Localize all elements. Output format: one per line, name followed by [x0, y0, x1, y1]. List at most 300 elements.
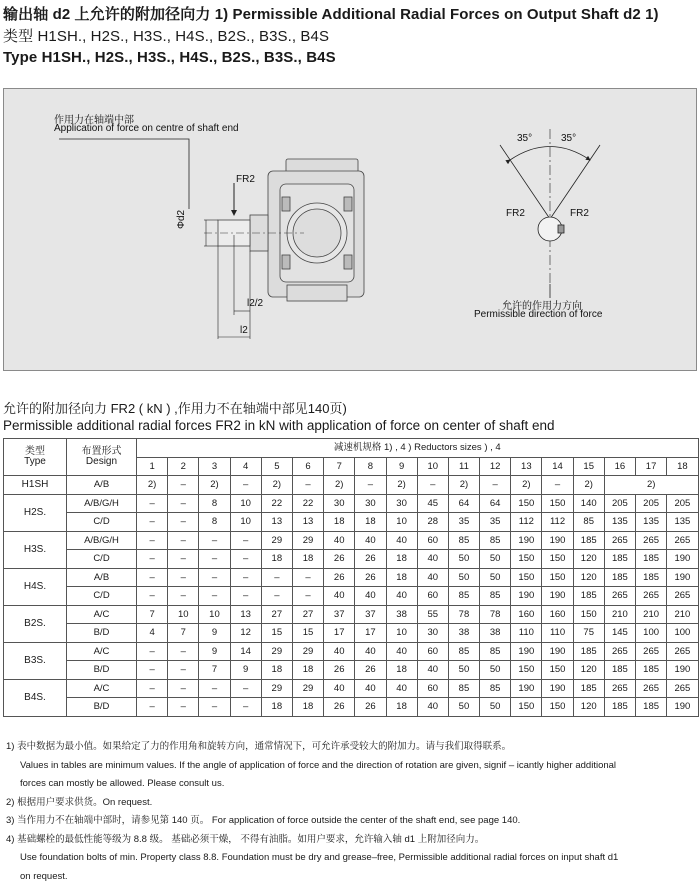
value-cell: 17: [324, 624, 355, 643]
value-cell: 27: [261, 605, 292, 624]
footnote-line: Values in tables are minimum values. If the angle of application of force and the direction of rotation are given, signif – icantly higher additional: [6, 757, 696, 776]
value-cell: 15: [261, 624, 292, 643]
value-cell: 40: [355, 587, 386, 606]
value-cell: 160: [542, 605, 573, 624]
direction-label-cn: 允许的作用力方向: [502, 297, 582, 312]
value-cell: 190: [511, 531, 542, 550]
value-cell: 265: [604, 642, 635, 661]
value-cell: 40: [386, 587, 417, 606]
design-cell: A/B/G/H: [67, 531, 137, 550]
value-cell: 120: [573, 568, 604, 587]
radial-force-table: [3, 438, 699, 717]
value-cell: 2): [386, 476, 417, 495]
value-cell: –: [199, 698, 230, 717]
value-cell: 40: [324, 587, 355, 606]
value-cell: 60: [417, 679, 448, 698]
type-cell: H4S.: [4, 568, 67, 605]
value-cell: 120: [573, 550, 604, 569]
design-cell: C/D: [67, 587, 137, 606]
value-cell: 85: [448, 679, 479, 698]
type-cell: H2S.: [4, 494, 67, 531]
value-cell: 85: [480, 587, 511, 606]
value-cell: 265: [636, 587, 667, 606]
value-cell: 205: [667, 494, 698, 513]
value-cell: 60: [417, 531, 448, 550]
value-cell: –: [137, 661, 168, 680]
value-cell: 18: [386, 698, 417, 717]
value-cell: 190: [667, 568, 698, 587]
footnote-line: 4) 基础螺栓的最低性能等级为 8.8 级。 基础必须干燥， 不得有油脂。如用户要求，允许输入轴 d1 上附加径向力。: [6, 831, 696, 850]
value-cell: –: [168, 550, 199, 569]
app-force-label-en: Application of force on centre of shaft end: [54, 123, 239, 134]
table-row: [4, 661, 699, 680]
value-cell: 265: [604, 587, 635, 606]
footnote-line: forces can mostly be allowed. Please consult us.: [6, 775, 696, 794]
value-cell: 2): [604, 476, 698, 495]
value-cell: 60: [417, 587, 448, 606]
value-cell: –: [199, 587, 230, 606]
value-cell: 64: [480, 494, 511, 513]
table-row: [4, 624, 699, 643]
value-cell: 18: [324, 513, 355, 532]
value-cell: 50: [480, 661, 511, 680]
value-cell: 40: [386, 642, 417, 661]
value-cell: 190: [511, 642, 542, 661]
value-cell: 150: [542, 494, 573, 513]
value-cell: 110: [542, 624, 573, 643]
value-cell: 205: [636, 494, 667, 513]
value-cell: 60: [417, 642, 448, 661]
table-row: [4, 531, 699, 550]
design-header: 布置形式 Design: [67, 439, 137, 476]
value-cell: 85: [480, 531, 511, 550]
value-cell: 7: [199, 661, 230, 680]
value-cell: 265: [667, 531, 698, 550]
value-cell: 10: [230, 494, 261, 513]
value-cell: –: [292, 568, 323, 587]
value-cell: –: [261, 568, 292, 587]
value-cell: 150: [511, 661, 542, 680]
value-cell: 185: [604, 698, 635, 717]
value-cell: 13: [230, 605, 261, 624]
value-cell: 85: [448, 531, 479, 550]
value-cell: 120: [573, 698, 604, 717]
value-cell: 40: [417, 698, 448, 717]
value-cell: 22: [292, 494, 323, 513]
value-cell: 13: [292, 513, 323, 532]
design-cell: A/C: [67, 605, 137, 624]
type-cell: B2S.: [4, 605, 67, 642]
value-cell: 38: [386, 605, 417, 624]
value-cell: 145: [604, 624, 635, 643]
app-force-label-cn: 作用力在轴端中部: [54, 111, 134, 126]
value-cell: 190: [667, 661, 698, 680]
value-cell: –: [480, 476, 511, 495]
value-cell: 85: [448, 587, 479, 606]
type-cell: B4S.: [4, 679, 67, 716]
design-cell: A/B/G/H: [67, 494, 137, 513]
value-cell: –: [168, 661, 199, 680]
value-cell: 185: [604, 568, 635, 587]
value-cell: 26: [324, 568, 355, 587]
value-cell: 150: [511, 550, 542, 569]
value-cell: 50: [448, 568, 479, 587]
footnotes: [6, 738, 696, 886]
value-cell: 185: [636, 550, 667, 569]
design-cell: A/B: [67, 568, 137, 587]
value-cell: 18: [292, 661, 323, 680]
value-cell: 150: [542, 698, 573, 717]
value-cell: 40: [324, 679, 355, 698]
size-header: 6: [292, 457, 323, 476]
phi-d2-label: Φd2: [176, 210, 187, 229]
value-cell: 265: [636, 642, 667, 661]
value-cell: –: [168, 698, 199, 717]
value-cell: –: [199, 679, 230, 698]
value-cell: 150: [511, 494, 542, 513]
table-row: [4, 494, 699, 513]
value-cell: 265: [667, 642, 698, 661]
value-cell: 40: [355, 679, 386, 698]
value-cell: 85: [480, 642, 511, 661]
value-cell: 210: [636, 605, 667, 624]
value-cell: 265: [667, 679, 698, 698]
section-heading-en: Permissible additional radial forces FR2 in kN with application of force on center of shaft end: [3, 418, 555, 433]
size-header: 8: [355, 457, 386, 476]
leader-line: [59, 139, 189, 209]
value-cell: 185: [636, 661, 667, 680]
size-header: 14: [542, 457, 573, 476]
force-diagram: [3, 88, 697, 371]
table-row: [4, 605, 699, 624]
value-cell: 38: [448, 624, 479, 643]
value-cell: 64: [448, 494, 479, 513]
size-header: 17: [636, 457, 667, 476]
value-cell: 29: [292, 642, 323, 661]
value-cell: –: [417, 476, 448, 495]
value-cell: –: [137, 513, 168, 532]
value-cell: 190: [542, 679, 573, 698]
value-cell: –: [261, 587, 292, 606]
value-cell: 40: [417, 661, 448, 680]
table-row: [4, 587, 699, 606]
value-cell: 112: [511, 513, 542, 532]
value-cell: 150: [573, 605, 604, 624]
value-cell: 150: [542, 568, 573, 587]
value-cell: 10: [199, 605, 230, 624]
value-cell: 18: [386, 550, 417, 569]
value-cell: 27: [292, 605, 323, 624]
value-cell: 78: [448, 605, 479, 624]
size-header: 18: [667, 457, 698, 476]
design-cell: B/D: [67, 624, 137, 643]
table-row: [4, 568, 699, 587]
value-cell: 205: [604, 494, 635, 513]
value-cell: 185: [636, 698, 667, 717]
value-cell: 2): [448, 476, 479, 495]
value-cell: 29: [261, 531, 292, 550]
value-cell: 7: [137, 605, 168, 624]
value-cell: 29: [292, 679, 323, 698]
value-cell: –: [230, 550, 261, 569]
value-cell: –: [168, 679, 199, 698]
value-cell: 2): [137, 476, 168, 495]
sizes-header: 减速机规格 1) , 4 ) Reductors sizes ) , 4: [137, 439, 699, 458]
footnote-line: 3) 当作用力不在轴端中部时，请参见第 140 页。 For application of force outside the center of the shaft end, see page 140.: [6, 812, 696, 831]
value-cell: –: [168, 587, 199, 606]
value-cell: 190: [667, 550, 698, 569]
value-cell: 135: [604, 513, 635, 532]
value-cell: 150: [542, 550, 573, 569]
fr2-label: FR2: [236, 174, 255, 185]
value-cell: 100: [636, 624, 667, 643]
footnote-line: Use foundation bolts of min. Property class 8.8. Foundation must be dry and grease–free, Permissible additional radial forces on input shaft d1: [6, 849, 696, 868]
value-cell: 37: [324, 605, 355, 624]
value-cell: 50: [480, 698, 511, 717]
value-cell: 110: [511, 624, 542, 643]
value-cell: –: [230, 587, 261, 606]
value-cell: 50: [480, 568, 511, 587]
footnote-line: 1) 表中数据为最小值。如果给定了力的作用角和旋转方向，通常情况下，可允许承受较大的附加力。请与我们取得联系。: [6, 738, 696, 757]
value-cell: 190: [542, 642, 573, 661]
value-cell: 2): [573, 476, 604, 495]
footnote-line: on request.: [6, 868, 696, 886]
angle-left-label: 35°: [517, 133, 532, 144]
value-cell: 135: [667, 513, 698, 532]
value-cell: 18: [261, 550, 292, 569]
value-cell: 2): [199, 476, 230, 495]
table-row: [4, 476, 699, 495]
value-cell: 35: [448, 513, 479, 532]
value-cell: 22: [261, 494, 292, 513]
value-cell: 190: [542, 587, 573, 606]
value-cell: –: [168, 513, 199, 532]
value-cell: 2): [324, 476, 355, 495]
value-cell: –: [137, 679, 168, 698]
table-row: [4, 698, 699, 717]
design-cell: A/C: [67, 679, 137, 698]
value-cell: 26: [355, 661, 386, 680]
value-cell: 190: [542, 531, 573, 550]
value-cell: 265: [636, 531, 667, 550]
value-cell: 265: [636, 679, 667, 698]
type-cell: B3S.: [4, 642, 67, 679]
value-cell: –: [199, 550, 230, 569]
value-cell: –: [137, 568, 168, 587]
table-row: [4, 679, 699, 698]
value-cell: –: [137, 494, 168, 513]
fr2-circle-left-label: FR2: [506, 208, 525, 219]
value-cell: 50: [448, 661, 479, 680]
size-header: 7: [324, 457, 355, 476]
table-header-row: [4, 439, 699, 458]
value-cell: 185: [573, 642, 604, 661]
type-cell: H3S.: [4, 531, 67, 568]
value-cell: 2): [511, 476, 542, 495]
value-cell: 185: [573, 531, 604, 550]
value-cell: 40: [324, 531, 355, 550]
value-cell: –: [137, 642, 168, 661]
value-cell: 7: [168, 624, 199, 643]
value-cell: 85: [573, 513, 604, 532]
value-cell: 190: [511, 587, 542, 606]
value-cell: 185: [604, 661, 635, 680]
value-cell: 9: [199, 642, 230, 661]
value-cell: 18: [355, 513, 386, 532]
value-cell: –: [168, 494, 199, 513]
value-cell: –: [230, 679, 261, 698]
design-cell: C/D: [67, 550, 137, 569]
value-cell: 8: [199, 494, 230, 513]
value-cell: 29: [292, 531, 323, 550]
value-cell: 17: [355, 624, 386, 643]
value-cell: 10: [386, 624, 417, 643]
value-cell: 9: [199, 624, 230, 643]
value-cell: 4: [137, 624, 168, 643]
value-cell: 18: [292, 698, 323, 717]
value-cell: 30: [417, 624, 448, 643]
design-cell: A/B: [67, 476, 137, 495]
value-cell: 112: [542, 513, 573, 532]
footnote-line: 2) 根据用户要求供货。On request.: [6, 794, 696, 813]
value-cell: 26: [324, 550, 355, 569]
value-cell: 40: [417, 550, 448, 569]
value-cell: 10: [168, 605, 199, 624]
value-cell: 40: [386, 531, 417, 550]
design-cell: C/D: [67, 513, 137, 532]
design-cell: B/D: [67, 661, 137, 680]
size-header: 5: [261, 457, 292, 476]
value-cell: –: [292, 587, 323, 606]
value-cell: 265: [604, 531, 635, 550]
size-header: 12: [480, 457, 511, 476]
value-cell: 18: [261, 661, 292, 680]
value-cell: 135: [636, 513, 667, 532]
value-cell: 150: [511, 568, 542, 587]
value-cell: 18: [386, 661, 417, 680]
value-cell: 29: [261, 679, 292, 698]
value-cell: 185: [604, 550, 635, 569]
angle-right-label: 35°: [561, 133, 576, 144]
value-cell: 18: [292, 550, 323, 569]
value-cell: 160: [511, 605, 542, 624]
value-cell: 210: [604, 605, 635, 624]
value-cell: 26: [324, 661, 355, 680]
type-header: 类型 Type: [4, 439, 67, 476]
value-cell: 35: [480, 513, 511, 532]
value-cell: –: [168, 568, 199, 587]
design-cell: B/D: [67, 698, 137, 717]
value-cell: –: [230, 698, 261, 717]
design-cell: A/C: [67, 642, 137, 661]
l2-label: l2: [240, 325, 248, 336]
direction-label-en: Permissible direction of force: [474, 309, 602, 320]
value-cell: 30: [386, 494, 417, 513]
value-cell: 26: [355, 550, 386, 569]
value-cell: –: [168, 476, 199, 495]
value-cell: 150: [511, 698, 542, 717]
value-cell: 37: [355, 605, 386, 624]
value-cell: –: [199, 568, 230, 587]
type-line-en: Type H1SH., H2S., H3S., H4S., B2S., B3S., B4S: [3, 49, 336, 66]
value-cell: –: [230, 568, 261, 587]
value-cell: 45: [417, 494, 448, 513]
value-cell: –: [355, 476, 386, 495]
type-line-cn: 类型 H1SH., H2S., H3S., H4S., B2S., B3S., B4S: [3, 25, 329, 46]
value-cell: 100: [667, 624, 698, 643]
value-cell: 265: [667, 587, 698, 606]
value-cell: 12: [230, 624, 261, 643]
value-cell: –: [199, 531, 230, 550]
value-cell: –: [137, 531, 168, 550]
value-cell: 78: [480, 605, 511, 624]
size-header: 1: [137, 457, 168, 476]
value-cell: 10: [230, 513, 261, 532]
table-row: [4, 513, 699, 532]
value-cell: 50: [448, 698, 479, 717]
value-cell: 140: [573, 494, 604, 513]
value-cell: 190: [667, 698, 698, 717]
value-cell: –: [230, 531, 261, 550]
value-cell: 18: [261, 698, 292, 717]
value-cell: –: [168, 531, 199, 550]
section-heading-cn: 允许的附加径向力 FR2 ( kN ) ,作用力不在轴端中部见140页): [3, 398, 347, 417]
table-row: [4, 642, 699, 661]
value-cell: 210: [667, 605, 698, 624]
value-cell: –: [137, 550, 168, 569]
value-cell: –: [542, 476, 573, 495]
value-cell: –: [168, 642, 199, 661]
size-header: 9: [386, 457, 417, 476]
value-cell: 30: [324, 494, 355, 513]
value-cell: 30: [355, 494, 386, 513]
size-header: 4: [230, 457, 261, 476]
table-row: [4, 550, 699, 569]
value-cell: –: [137, 587, 168, 606]
value-cell: 265: [604, 679, 635, 698]
fr2-circle-right-label: FR2: [570, 208, 589, 219]
size-header: 13: [511, 457, 542, 476]
value-cell: 29: [261, 642, 292, 661]
value-cell: 14: [230, 642, 261, 661]
value-cell: 185: [573, 679, 604, 698]
value-cell: 26: [355, 568, 386, 587]
value-cell: 10: [386, 513, 417, 532]
value-cell: 150: [542, 661, 573, 680]
value-cell: 40: [417, 568, 448, 587]
value-cell: 9: [230, 661, 261, 680]
size-header: 15: [573, 457, 604, 476]
value-cell: 40: [355, 531, 386, 550]
value-cell: –: [292, 476, 323, 495]
value-cell: 50: [480, 550, 511, 569]
value-cell: 190: [511, 679, 542, 698]
value-cell: 120: [573, 661, 604, 680]
value-cell: –: [137, 698, 168, 717]
value-cell: 2): [261, 476, 292, 495]
value-cell: 26: [355, 698, 386, 717]
page-title: 输出轴 d2 上允许的附加径向力 1) Permissible Additional Radial Forces on Output Shaft d2 1): [3, 3, 659, 24]
size-header: 2: [168, 457, 199, 476]
half-l2-label: l2/2: [247, 298, 263, 309]
value-cell: 50: [448, 550, 479, 569]
value-cell: 185: [573, 587, 604, 606]
size-header: 11: [448, 457, 479, 476]
size-header: 10: [417, 457, 448, 476]
value-cell: 38: [480, 624, 511, 643]
value-cell: 185: [636, 568, 667, 587]
size-header: 16: [604, 457, 635, 476]
